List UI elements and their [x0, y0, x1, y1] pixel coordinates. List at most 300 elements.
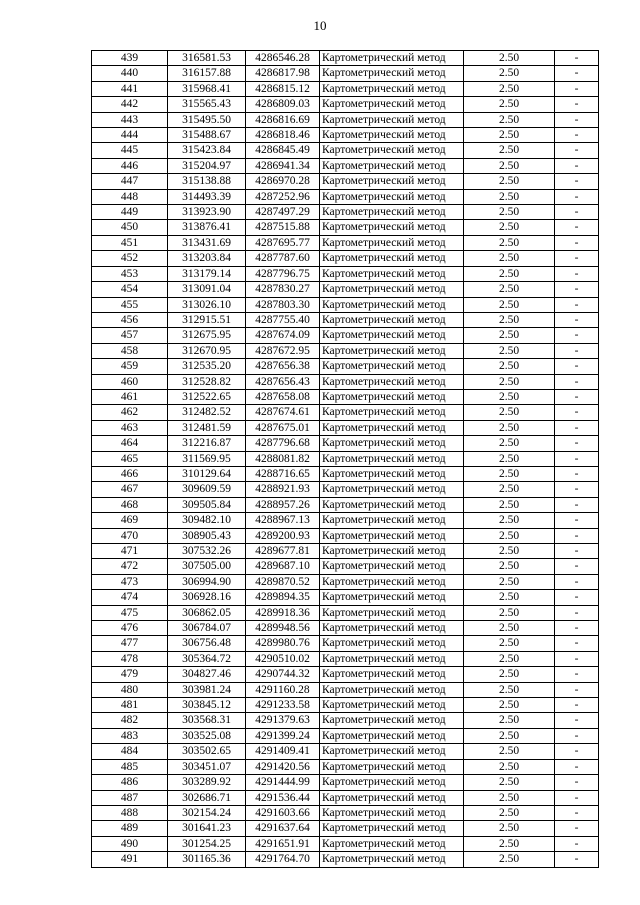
- error-cell: 2.50: [464, 728, 555, 743]
- method-cell: Картометрический метод: [320, 636, 464, 651]
- point-number-cell: 462: [92, 405, 168, 420]
- note-cell: -: [555, 112, 599, 127]
- error-cell: 2.50: [464, 374, 555, 389]
- method-cell: Картометрический метод: [320, 621, 464, 636]
- table-row: [92, 559, 599, 574]
- note-cell: -: [555, 728, 599, 743]
- table-row: [92, 528, 599, 543]
- point-number-cell: 469: [92, 513, 168, 528]
- table-row: [92, 81, 599, 96]
- error-cell: 2.50: [464, 559, 555, 574]
- error-cell: 2.50: [464, 790, 555, 805]
- note-cell: -: [555, 698, 599, 713]
- note-cell: -: [555, 605, 599, 620]
- error-cell: 2.50: [464, 143, 555, 158]
- point-number-cell: 474: [92, 590, 168, 605]
- note-cell: -: [555, 251, 599, 266]
- method-cell: Картометрический метод: [320, 728, 464, 743]
- note-cell: -: [555, 636, 599, 651]
- error-cell: 2.50: [464, 451, 555, 466]
- note-cell: -: [555, 97, 599, 112]
- table-row: [92, 636, 599, 651]
- method-cell: Картометрический метод: [320, 143, 464, 158]
- error-cell: 2.50: [464, 343, 555, 358]
- y-coordinate-cell: 4287796.75: [246, 266, 320, 281]
- note-cell: -: [555, 189, 599, 204]
- note-cell: -: [555, 205, 599, 220]
- point-number-cell: 444: [92, 128, 168, 143]
- note-cell: -: [555, 282, 599, 297]
- note-cell: -: [555, 66, 599, 81]
- y-coordinate-cell: 4288716.65: [246, 466, 320, 481]
- error-cell: 2.50: [464, 590, 555, 605]
- y-coordinate-cell: 4288967.13: [246, 513, 320, 528]
- note-cell: -: [555, 590, 599, 605]
- error-cell: 2.50: [464, 836, 555, 851]
- method-cell: Картометрический метод: [320, 436, 464, 451]
- point-number-cell: 449: [92, 205, 168, 220]
- error-cell: 2.50: [464, 420, 555, 435]
- note-cell: -: [555, 713, 599, 728]
- x-coordinate-cell: 315423.84: [168, 143, 246, 158]
- method-cell: Картометрический метод: [320, 759, 464, 774]
- point-number-cell: 477: [92, 636, 168, 651]
- table-row: [92, 744, 599, 759]
- point-number-cell: 448: [92, 189, 168, 204]
- y-coordinate-cell: 4286815.12: [246, 81, 320, 96]
- y-coordinate-cell: 4291399.24: [246, 728, 320, 743]
- x-coordinate-cell: 309505.84: [168, 497, 246, 512]
- error-cell: 2.50: [464, 189, 555, 204]
- x-coordinate-cell: 307505.00: [168, 559, 246, 574]
- table-row: [92, 220, 599, 235]
- y-coordinate-cell: 4287803.30: [246, 297, 320, 312]
- x-coordinate-cell: 312535.20: [168, 359, 246, 374]
- x-coordinate-cell: 312528.82: [168, 374, 246, 389]
- point-number-cell: 470: [92, 528, 168, 543]
- method-cell: Картометрический метод: [320, 405, 464, 420]
- table-row: [92, 189, 599, 204]
- table-row: [92, 312, 599, 327]
- y-coordinate-cell: 4291536.44: [246, 790, 320, 805]
- x-coordinate-cell: 303525.08: [168, 728, 246, 743]
- error-cell: 2.50: [464, 220, 555, 235]
- point-number-cell: 459: [92, 359, 168, 374]
- error-cell: 2.50: [464, 359, 555, 374]
- method-cell: Картометрический метод: [320, 97, 464, 112]
- point-number-cell: 485: [92, 759, 168, 774]
- x-coordinate-cell: 313179.14: [168, 266, 246, 281]
- error-cell: 2.50: [464, 174, 555, 189]
- error-cell: 2.50: [464, 328, 555, 343]
- error-cell: 2.50: [464, 235, 555, 250]
- x-coordinate-cell: 306784.07: [168, 621, 246, 636]
- point-number-cell: 457: [92, 328, 168, 343]
- point-number-cell: 455: [92, 297, 168, 312]
- page-number: 10: [313, 18, 327, 33]
- point-number-cell: 447: [92, 174, 168, 189]
- table-row: [92, 682, 599, 697]
- error-cell: 2.50: [464, 605, 555, 620]
- x-coordinate-cell: 315495.50: [168, 112, 246, 127]
- note-cell: -: [555, 81, 599, 96]
- y-coordinate-cell: 4286970.28: [246, 174, 320, 189]
- error-cell: 2.50: [464, 66, 555, 81]
- x-coordinate-cell: 312915.51: [168, 312, 246, 327]
- x-coordinate-cell: 303981.24: [168, 682, 246, 697]
- table-row: [92, 297, 599, 312]
- error-cell: 2.50: [464, 205, 555, 220]
- method-cell: Картометрический метод: [320, 235, 464, 250]
- point-number-cell: 445: [92, 143, 168, 158]
- y-coordinate-cell: 4291233.58: [246, 698, 320, 713]
- table-row: [92, 836, 599, 851]
- error-cell: 2.50: [464, 759, 555, 774]
- method-cell: Картометрический метод: [320, 266, 464, 281]
- x-coordinate-cell: 315204.97: [168, 158, 246, 173]
- note-cell: -: [555, 405, 599, 420]
- point-number-cell: 467: [92, 482, 168, 497]
- error-cell: 2.50: [464, 805, 555, 820]
- point-number-cell: 476: [92, 621, 168, 636]
- y-coordinate-cell: 4289980.76: [246, 636, 320, 651]
- table-row: [92, 497, 599, 512]
- x-coordinate-cell: 316157.88: [168, 66, 246, 81]
- note-cell: -: [555, 667, 599, 682]
- y-coordinate-cell: 4288957.26: [246, 497, 320, 512]
- x-coordinate-cell: 315138.88: [168, 174, 246, 189]
- error-cell: 2.50: [464, 713, 555, 728]
- note-cell: -: [555, 174, 599, 189]
- error-cell: 2.50: [464, 574, 555, 589]
- error-cell: 2.50: [464, 251, 555, 266]
- note-cell: -: [555, 128, 599, 143]
- point-number-cell: 440: [92, 66, 168, 81]
- table-row: [92, 667, 599, 682]
- y-coordinate-cell: 4290744.32: [246, 667, 320, 682]
- error-cell: 2.50: [464, 466, 555, 481]
- table-row: [92, 852, 599, 867]
- error-cell: 2.50: [464, 636, 555, 651]
- y-coordinate-cell: 4286546.28: [246, 51, 320, 66]
- y-coordinate-cell: 4287674.09: [246, 328, 320, 343]
- note-cell: -: [555, 805, 599, 820]
- point-number-cell: 480: [92, 682, 168, 697]
- table-row: [92, 790, 599, 805]
- method-cell: Картометрический метод: [320, 251, 464, 266]
- table-row: [92, 235, 599, 250]
- y-coordinate-cell: 4291409.41: [246, 744, 320, 759]
- method-cell: Картометрический метод: [320, 790, 464, 805]
- coordinates-table-body: [92, 51, 599, 868]
- error-cell: 2.50: [464, 744, 555, 759]
- point-number-cell: 460: [92, 374, 168, 389]
- y-coordinate-cell: 4287656.38: [246, 359, 320, 374]
- note-cell: -: [555, 497, 599, 512]
- y-coordinate-cell: 4289687.10: [246, 559, 320, 574]
- point-number-cell: 490: [92, 836, 168, 851]
- x-coordinate-cell: 303568.31: [168, 713, 246, 728]
- x-coordinate-cell: 313026.10: [168, 297, 246, 312]
- error-cell: 2.50: [464, 513, 555, 528]
- method-cell: Картометрический метод: [320, 513, 464, 528]
- error-cell: 2.50: [464, 389, 555, 404]
- note-cell: -: [555, 374, 599, 389]
- x-coordinate-cell: 313923.90: [168, 205, 246, 220]
- table-row: [92, 251, 599, 266]
- table-row: [92, 328, 599, 343]
- note-cell: -: [555, 312, 599, 327]
- y-coordinate-cell: 4287658.08: [246, 389, 320, 404]
- y-coordinate-cell: 4287796.68: [246, 436, 320, 451]
- method-cell: Картометрический метод: [320, 374, 464, 389]
- y-coordinate-cell: 4287515.88: [246, 220, 320, 235]
- note-cell: -: [555, 158, 599, 173]
- y-coordinate-cell: 4291603.66: [246, 805, 320, 820]
- x-coordinate-cell: 306756.48: [168, 636, 246, 651]
- point-number-cell: 481: [92, 698, 168, 713]
- method-cell: Картометрический метод: [320, 466, 464, 481]
- table-row: [92, 544, 599, 559]
- x-coordinate-cell: 304827.46: [168, 667, 246, 682]
- y-coordinate-cell: 4291420.56: [246, 759, 320, 774]
- x-coordinate-cell: 303289.92: [168, 775, 246, 790]
- x-coordinate-cell: 312522.65: [168, 389, 246, 404]
- note-cell: -: [555, 651, 599, 666]
- method-cell: Картометрический метод: [320, 605, 464, 620]
- method-cell: Картометрический метод: [320, 189, 464, 204]
- point-number-cell: 446: [92, 158, 168, 173]
- table-row: [92, 605, 599, 620]
- x-coordinate-cell: 301165.36: [168, 852, 246, 867]
- x-coordinate-cell: 303502.65: [168, 744, 246, 759]
- table-row: [92, 282, 599, 297]
- x-coordinate-cell: 309609.59: [168, 482, 246, 497]
- table-row: [92, 66, 599, 81]
- point-number-cell: 482: [92, 713, 168, 728]
- note-cell: -: [555, 836, 599, 851]
- note-cell: -: [555, 821, 599, 836]
- error-cell: 2.50: [464, 312, 555, 327]
- y-coordinate-cell: 4288081.82: [246, 451, 320, 466]
- y-coordinate-cell: 4287755.40: [246, 312, 320, 327]
- table-row: [92, 698, 599, 713]
- x-coordinate-cell: 312481.59: [168, 420, 246, 435]
- note-cell: -: [555, 143, 599, 158]
- x-coordinate-cell: 306994.90: [168, 574, 246, 589]
- error-cell: 2.50: [464, 528, 555, 543]
- error-cell: 2.50: [464, 266, 555, 281]
- y-coordinate-cell: 4287497.29: [246, 205, 320, 220]
- point-number-cell: 458: [92, 343, 168, 358]
- point-number-cell: 453: [92, 266, 168, 281]
- note-cell: -: [555, 51, 599, 66]
- note-cell: -: [555, 389, 599, 404]
- method-cell: Картометрический метод: [320, 328, 464, 343]
- table-row: [92, 420, 599, 435]
- note-cell: -: [555, 559, 599, 574]
- point-number-cell: 486: [92, 775, 168, 790]
- y-coordinate-cell: 4287674.61: [246, 405, 320, 420]
- table-row: [92, 775, 599, 790]
- x-coordinate-cell: 316581.53: [168, 51, 246, 66]
- method-cell: Картометрический метод: [320, 821, 464, 836]
- note-cell: -: [555, 328, 599, 343]
- x-coordinate-cell: 305364.72: [168, 651, 246, 666]
- method-cell: Картометрический метод: [320, 51, 464, 66]
- method-cell: Картометрический метод: [320, 297, 464, 312]
- table-row: [92, 158, 599, 173]
- table-row: [92, 574, 599, 589]
- point-number-cell: 451: [92, 235, 168, 250]
- y-coordinate-cell: 4287787.60: [246, 251, 320, 266]
- note-cell: -: [555, 513, 599, 528]
- error-cell: 2.50: [464, 282, 555, 297]
- x-coordinate-cell: 303451.07: [168, 759, 246, 774]
- method-cell: Картометрический метод: [320, 744, 464, 759]
- table-row: [92, 451, 599, 466]
- method-cell: Картометрический метод: [320, 713, 464, 728]
- y-coordinate-cell: 4286845.49: [246, 143, 320, 158]
- note-cell: -: [555, 759, 599, 774]
- point-number-cell: 491: [92, 852, 168, 867]
- table-row: [92, 590, 599, 605]
- y-coordinate-cell: 4289894.35: [246, 590, 320, 605]
- method-cell: Картометрический метод: [320, 389, 464, 404]
- point-number-cell: 450: [92, 220, 168, 235]
- note-cell: -: [555, 466, 599, 481]
- method-cell: Картометрический метод: [320, 312, 464, 327]
- method-cell: Картометрический метод: [320, 574, 464, 589]
- point-number-cell: 441: [92, 81, 168, 96]
- error-cell: 2.50: [464, 128, 555, 143]
- y-coordinate-cell: 4287252.96: [246, 189, 320, 204]
- point-number-cell: 465: [92, 451, 168, 466]
- y-coordinate-cell: 4286817.98: [246, 66, 320, 81]
- method-cell: Картометрический метод: [320, 528, 464, 543]
- method-cell: Картометрический метод: [320, 220, 464, 235]
- note-cell: -: [555, 744, 599, 759]
- point-number-cell: 488: [92, 805, 168, 820]
- y-coordinate-cell: 4287675.01: [246, 420, 320, 435]
- method-cell: Картометрический метод: [320, 359, 464, 374]
- y-coordinate-cell: 4287672.95: [246, 343, 320, 358]
- note-cell: -: [555, 482, 599, 497]
- table-row: [92, 97, 599, 112]
- note-cell: -: [555, 852, 599, 867]
- point-number-cell: 463: [92, 420, 168, 435]
- x-coordinate-cell: 313431.69: [168, 235, 246, 250]
- note-cell: -: [555, 436, 599, 451]
- error-cell: 2.50: [464, 97, 555, 112]
- x-coordinate-cell: 315488.67: [168, 128, 246, 143]
- x-coordinate-cell: 312670.95: [168, 343, 246, 358]
- y-coordinate-cell: 4291651.91: [246, 836, 320, 851]
- table-row: [92, 374, 599, 389]
- x-coordinate-cell: 307532.26: [168, 544, 246, 559]
- x-coordinate-cell: 310129.64: [168, 466, 246, 481]
- x-coordinate-cell: 315565.43: [168, 97, 246, 112]
- table-row: [92, 621, 599, 636]
- y-coordinate-cell: 4289200.93: [246, 528, 320, 543]
- point-number-cell: 464: [92, 436, 168, 451]
- error-cell: 2.50: [464, 775, 555, 790]
- point-number-cell: 452: [92, 251, 168, 266]
- error-cell: 2.50: [464, 667, 555, 682]
- y-coordinate-cell: 4291444.99: [246, 775, 320, 790]
- table-row: [92, 821, 599, 836]
- point-number-cell: 443: [92, 112, 168, 127]
- error-cell: 2.50: [464, 297, 555, 312]
- note-cell: -: [555, 574, 599, 589]
- error-cell: 2.50: [464, 436, 555, 451]
- error-cell: 2.50: [464, 621, 555, 636]
- note-cell: -: [555, 235, 599, 250]
- error-cell: 2.50: [464, 651, 555, 666]
- x-coordinate-cell: 312482.52: [168, 405, 246, 420]
- note-cell: -: [555, 775, 599, 790]
- point-number-cell: 487: [92, 790, 168, 805]
- point-number-cell: 439: [92, 51, 168, 66]
- x-coordinate-cell: 313203.84: [168, 251, 246, 266]
- table-row: [92, 112, 599, 127]
- error-cell: 2.50: [464, 698, 555, 713]
- error-cell: 2.50: [464, 544, 555, 559]
- y-coordinate-cell: 4287695.77: [246, 235, 320, 250]
- point-number-cell: 456: [92, 312, 168, 327]
- table-row: [92, 728, 599, 743]
- method-cell: Картометрический метод: [320, 482, 464, 497]
- method-cell: Картометрический метод: [320, 451, 464, 466]
- table-row: [92, 174, 599, 189]
- point-number-cell: 442: [92, 97, 168, 112]
- table-row: [92, 405, 599, 420]
- point-number-cell: 483: [92, 728, 168, 743]
- note-cell: -: [555, 528, 599, 543]
- x-coordinate-cell: 303845.12: [168, 698, 246, 713]
- table-row: [92, 143, 599, 158]
- y-coordinate-cell: 4291160.28: [246, 682, 320, 697]
- table-row: [92, 343, 599, 358]
- x-coordinate-cell: 312675.95: [168, 328, 246, 343]
- table-row: [92, 128, 599, 143]
- table-row: [92, 466, 599, 481]
- point-number-cell: 478: [92, 651, 168, 666]
- note-cell: -: [555, 359, 599, 374]
- y-coordinate-cell: 4291764.70: [246, 852, 320, 867]
- method-cell: Картометрический метод: [320, 282, 464, 297]
- method-cell: Картометрический метод: [320, 775, 464, 790]
- method-cell: Картометрический метод: [320, 128, 464, 143]
- point-number-cell: 479: [92, 667, 168, 682]
- y-coordinate-cell: 4290510.02: [246, 651, 320, 666]
- table-row: [92, 651, 599, 666]
- note-cell: -: [555, 220, 599, 235]
- method-cell: Картометрический метод: [320, 174, 464, 189]
- method-cell: Картометрический метод: [320, 544, 464, 559]
- error-cell: 2.50: [464, 482, 555, 497]
- note-cell: -: [555, 297, 599, 312]
- note-cell: -: [555, 544, 599, 559]
- method-cell: Картометрический метод: [320, 836, 464, 851]
- error-cell: 2.50: [464, 405, 555, 420]
- table-row: [92, 482, 599, 497]
- y-coordinate-cell: 4286809.03: [246, 97, 320, 112]
- table-row: [92, 513, 599, 528]
- method-cell: Картометрический метод: [320, 205, 464, 220]
- x-coordinate-cell: 302686.71: [168, 790, 246, 805]
- method-cell: Картометрический метод: [320, 667, 464, 682]
